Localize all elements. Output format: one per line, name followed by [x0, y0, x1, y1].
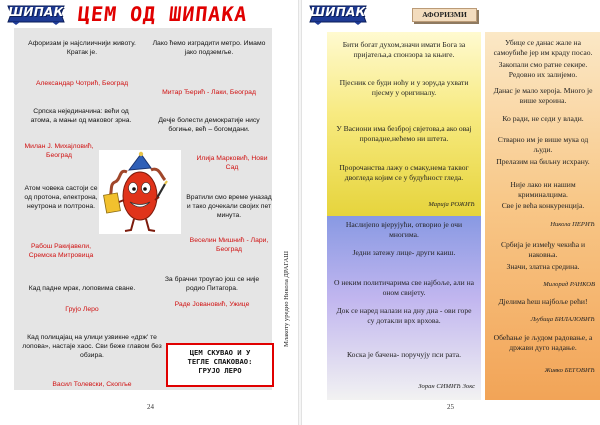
page-number: 24	[147, 403, 154, 411]
aphorism-text: Обећање је људом радовање, а држави дуго надање.	[493, 333, 593, 352]
logo-text: ШИПАК	[8, 5, 64, 19]
aphorism-text: Све је већа конкуренција.	[501, 201, 585, 210]
ad-box	[166, 343, 274, 387]
author-signature: Марија РОЖИЋ	[428, 201, 475, 208]
book-spine	[298, 0, 302, 425]
section-label: АФОРИЗМИ	[412, 8, 477, 22]
quote-text: Афоризам је најслиичнији животу. Кратак је.	[28, 40, 136, 56]
quote-text: Српска нејединачина: већи од атома, а мањи од маковог зрна.	[30, 108, 132, 124]
quote-text: Вратили смо време уназад и тако дочекали својих пет минута.	[186, 194, 272, 219]
author-signature: Милорад РАНКОВ	[543, 281, 595, 288]
aphorism-text: Једни затежу лице- други каиш.	[352, 248, 456, 257]
aphorism-text: Дјелима ћеш најбоље рећи!	[498, 297, 588, 306]
aphorism-text: Убице се данас жале на самоубиће јер им краду посао.	[493, 38, 593, 57]
quote-text: Лако ћемо изградити метро. Имамо јако подземље.	[152, 40, 266, 56]
aphorism-text: Ко ради, не седи у влади.	[502, 114, 584, 123]
aphorism-text: Прелазим на биљну исхрану.	[496, 157, 590, 166]
ad-line: ТЕГЛЕ СПАКОВАО:	[187, 357, 253, 366]
quote-author: Рабош Ракијавели, Сремска Митровица	[28, 243, 94, 259]
ad-line: ГРУЈО ЛЕРО	[198, 366, 242, 375]
rosehip-character-icon	[99, 150, 181, 234]
page-header: ЦЕМ ОД ШИПАКА	[76, 2, 249, 26]
quote-author: Васил Толевски, Скопље	[52, 381, 132, 388]
aphorism-text: У Васиони има безброј свјетова,а ако овај пропадне,нећемо ни штета.	[336, 124, 472, 143]
quote-author: Грујо Леро	[65, 306, 99, 313]
aphorism-text: Коска је бачена- поручују пси рата.	[346, 350, 462, 359]
aphorism-text: Док се наред налази на дну дна - ови горе су дотакли врх врхова.	[336, 306, 472, 325]
cartoon-illustration	[99, 150, 181, 234]
aphorism-text: Бити богат духом,значи имати Бога за пријатеља,а спонзора за књиге.	[342, 40, 466, 59]
quote-text: Кад падне мрак, лоповима сване.	[28, 285, 136, 292]
aphorism-text: Стварно им је више мука од људи.	[497, 135, 589, 154]
aphorism-text: Пророчанства лажу о смаку,нема таквог двогледа којим се у будућност гледа.	[339, 163, 469, 182]
aphorism-text: Значи, златна средина.	[506, 262, 580, 271]
aphorism-text: Закопали смо ратне секире. Редовно их залијемо.	[498, 60, 588, 79]
quote-text: Атом човека састоји се од протона, електрона, неутрона и полтрона.	[24, 185, 98, 210]
quote-author: Александар Чотрић, Београд	[35, 80, 129, 87]
aphorism-text: Није лако ни нашим криминалцима.	[510, 180, 576, 199]
page-number: 25	[447, 403, 454, 411]
quote-author: Илија Марковић, Нови Сад	[196, 155, 268, 171]
aphorism-text: Данас је мало хероја. Много је више хероина.	[493, 86, 593, 105]
quote-text: За брачни троугао још се није родио Питагора.	[164, 276, 260, 292]
quote-author: Милан Ј. Михајловић, Београд	[24, 143, 94, 159]
quote-author: Веселин Мишнић - Лари, Београд	[189, 237, 269, 253]
aphorism-text: Наслијепо вјерујући, отворио је очи многима.	[345, 220, 463, 239]
quote-author: Раде Јовановић, Ужице	[174, 301, 250, 308]
magazine-logo	[308, 3, 368, 25]
editor-credit: Млакоту уредио Никола ДРАГАШ	[283, 251, 290, 347]
magazine-logo	[6, 3, 66, 25]
author-signature: Никола ПЕРИЋ	[550, 221, 595, 228]
quote-text: Кад полицајац на улици узвикне «држ' те лопова», настаје хаос. Сви беже главом без обзира.	[22, 334, 162, 359]
author-signature: Љубица БИЛАЛОВИЋ	[530, 316, 595, 323]
aphorism-text: О неким политичарима све најбоље, али на оном свијету.	[333, 278, 475, 297]
quote-text: Дечје болести демократије нису богиње, већ – богомдани.	[158, 117, 260, 133]
quote-author: Митар Ђерић - Лаки, Београд	[162, 89, 256, 96]
author-signature: Зоран СИМИЋ Зокс	[418, 383, 475, 390]
aphorism-text: Србија је између чекића и наковња.	[500, 240, 586, 259]
logo-text: ШИПАК	[310, 5, 366, 19]
ad-line: ЦЕМ СКУВАО И У	[189, 348, 251, 357]
author-signature: Живко БЕГОВИЋ	[544, 367, 595, 374]
aphorism-text: Пјесник се буди ноћу и у зору,да ухвати пјесму у оригиналу.	[339, 78, 469, 97]
